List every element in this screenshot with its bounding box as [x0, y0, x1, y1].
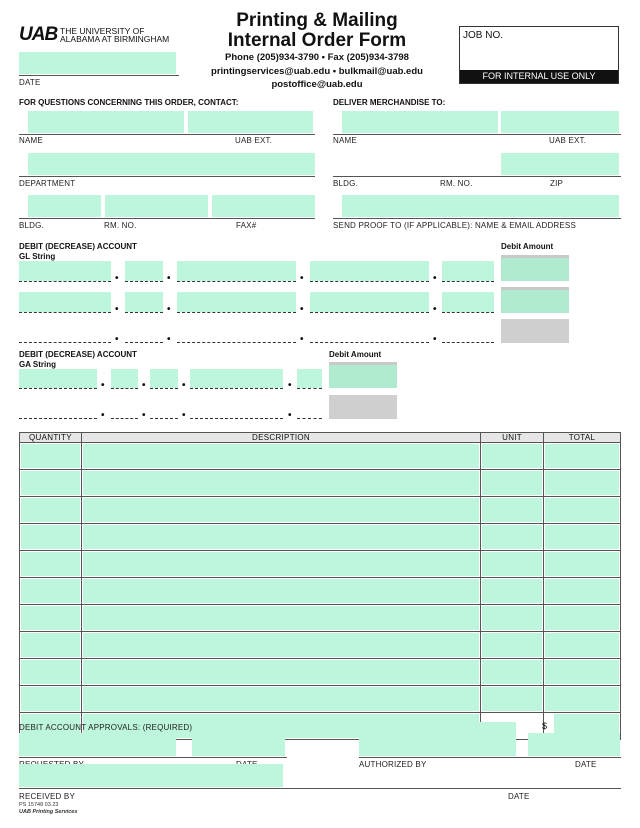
- gl-string-label: GL String: [19, 252, 56, 261]
- deliver-bldg-label: BLDG.: [333, 179, 359, 188]
- table-row: [20, 524, 621, 551]
- gl-row-1-seg-5[interactable]: [442, 261, 494, 281]
- quantity-cell[interactable]: [20, 470, 82, 497]
- job-number-box[interactable]: [459, 26, 619, 84]
- gl-row-2-seg-2[interactable]: [125, 292, 163, 312]
- total-cell[interactable]: [543, 632, 620, 659]
- gl-row-2-amount[interactable]: [501, 287, 569, 313]
- deliver-ext-field[interactable]: [501, 111, 619, 133]
- unit-cell[interactable]: [481, 659, 544, 686]
- total-cell[interactable]: [543, 659, 620, 686]
- authorized-date-field[interactable]: [528, 733, 620, 756]
- total-cell[interactable]: [543, 605, 620, 632]
- items-table: [19, 432, 621, 740]
- gl-row-1-seg-4[interactable]: [310, 261, 429, 281]
- deliver-header: DELIVER MERCHANDISE TO:: [333, 98, 446, 107]
- description-cell[interactable]: [81, 551, 480, 578]
- description-cell[interactable]: [81, 443, 480, 470]
- date-label: DATE: [19, 78, 41, 87]
- description-cell[interactable]: [81, 497, 480, 524]
- deliver-rm-label: RM. NO.: [440, 179, 473, 188]
- description-cell[interactable]: [81, 632, 480, 659]
- table-row: [20, 659, 621, 686]
- gl-row-2-seg-5[interactable]: [442, 292, 494, 312]
- contact-rm-label: RM. NO.: [104, 221, 137, 230]
- unit-cell[interactable]: [481, 551, 544, 578]
- ga-row-1-seg-1[interactable]: [19, 369, 97, 388]
- total-cell[interactable]: [543, 686, 620, 713]
- table-row: [20, 686, 621, 713]
- authorized-by-label: AUTHORIZED BY: [359, 760, 427, 769]
- unit-cell[interactable]: [481, 497, 544, 524]
- quantity-cell[interactable]: [20, 524, 82, 551]
- ga-debit-amount-label: Debit Amount: [329, 350, 382, 359]
- contact-ext-field[interactable]: [188, 111, 313, 133]
- quantity-cell[interactable]: [20, 443, 82, 470]
- unit-cell[interactable]: [481, 443, 544, 470]
- contact-rm-field[interactable]: [105, 195, 208, 217]
- authorized-by-field[interactable]: [359, 722, 516, 756]
- requested-date-field[interactable]: [192, 733, 285, 756]
- description-cell[interactable]: [81, 578, 480, 605]
- deliver-zip-label: ZIP: [550, 179, 564, 188]
- gl-row-1-seg-3[interactable]: [177, 261, 296, 281]
- total-cell[interactable]: [543, 551, 620, 578]
- logo-line2: ALABAMA AT BIRMINGHAM: [60, 34, 170, 44]
- unit-cell[interactable]: [481, 578, 544, 605]
- gl-debit-amount-label: Debit Amount: [501, 242, 554, 251]
- description-cell[interactable]: [81, 605, 480, 632]
- uab-logo: [19, 26, 179, 46]
- quantity-cell[interactable]: [20, 551, 82, 578]
- unit-cell[interactable]: [481, 632, 544, 659]
- ga-row-1-seg-3[interactable]: [150, 369, 178, 388]
- quantity-cell[interactable]: [20, 605, 82, 632]
- gl-row-2-seg-3[interactable]: [177, 292, 296, 312]
- table-row: [20, 470, 621, 497]
- quantity-cell[interactable]: [20, 686, 82, 713]
- received-by-field[interactable]: [19, 764, 283, 787]
- received-by-label: RECEIVED BY: [19, 792, 75, 801]
- contact-ext-label: UAB EXT.: [235, 136, 273, 145]
- contact-header: FOR QUESTIONS CONCERNING THIS ORDER, CONTACT:: [19, 98, 239, 107]
- phone-fax: Phone (205)934-3790 • Fax (205)934-3798: [225, 52, 409, 63]
- footer-org: UAB Printing Services: [19, 809, 78, 815]
- department-label: DEPARTMENT: [19, 179, 76, 188]
- description-cell[interactable]: [81, 524, 480, 551]
- quantity-cell[interactable]: [20, 578, 82, 605]
- table-row: [20, 632, 621, 659]
- gl-row-1-amount[interactable]: [501, 255, 569, 281]
- send-proof-label: SEND PROOF TO (IF APPLICABLE): NAME & EMAIL ADDRESS: [333, 221, 577, 230]
- email-postoffice: postoffice@uab.edu: [271, 79, 363, 90]
- description-cell[interactable]: [81, 686, 480, 713]
- contact-name-field[interactable]: [28, 111, 184, 133]
- col-unit: UNIT: [481, 433, 544, 443]
- job-number-label: JOB NO.: [463, 30, 504, 41]
- form-title-line1: Printing & Mailing: [236, 10, 398, 31]
- deliver-ext-label: UAB EXT.: [549, 136, 587, 145]
- quantity-cell[interactable]: [20, 497, 82, 524]
- gl-row-3-amount[interactable]: [501, 319, 569, 343]
- ga-row-1-seg-2[interactable]: [111, 369, 138, 388]
- total-cell[interactable]: [543, 578, 620, 605]
- gl-row-2-seg-4[interactable]: [310, 292, 429, 312]
- form-code: PS 15748 03.23: [19, 802, 59, 808]
- table-row: [20, 551, 621, 578]
- gl-row-1-seg-2[interactable]: [125, 261, 163, 281]
- table-row: [20, 605, 621, 632]
- gl-debit-header: DEBIT (DECREASE) ACCOUNT: [19, 242, 137, 251]
- contact-fax-label: FAX#: [236, 221, 257, 230]
- quantity-cell[interactable]: [20, 659, 82, 686]
- received-date-label: DATE: [508, 792, 530, 801]
- col-total: TOTAL: [543, 433, 620, 443]
- quantity-cell[interactable]: [20, 632, 82, 659]
- total-cell[interactable]: [543, 470, 620, 497]
- gl-row-1-seg-1[interactable]: [19, 261, 111, 281]
- contact-fax-field[interactable]: [212, 195, 315, 217]
- unit-cell[interactable]: [481, 605, 544, 632]
- items-table-header: [20, 433, 621, 443]
- contact-bldg-label: BLDG.: [19, 221, 45, 230]
- contact-name-label: NAME: [19, 136, 43, 145]
- currency-sign: $: [541, 721, 547, 731]
- description-cell[interactable]: [81, 659, 480, 686]
- total-cell[interactable]: [543, 443, 620, 470]
- unit-cell[interactable]: [481, 470, 544, 497]
- send-proof-field[interactable]: [342, 195, 619, 217]
- deliver-name-field[interactable]: [342, 111, 498, 133]
- total-cell[interactable]: [543, 524, 620, 551]
- approvals-label: DEBIT ACCOUNT APPROVALS: (REQUIRED): [19, 723, 193, 732]
- ga-row-1-seg-4[interactable]: [190, 369, 283, 388]
- department-field[interactable]: [28, 153, 315, 175]
- authorized-date-label: DATE: [575, 760, 597, 769]
- total-cell[interactable]: [543, 497, 620, 524]
- deliver-name-label: NAME: [333, 136, 357, 145]
- email-addresses: printingservices@uab.edu • bulkmail@uab.edu: [211, 66, 423, 77]
- ga-row-1-seg-5[interactable]: [297, 369, 322, 388]
- ga-row-1-amount[interactable]: [329, 362, 397, 388]
- internal-use-banner: FOR INTERNAL USE ONLY: [460, 70, 618, 83]
- gl-row-2-seg-1[interactable]: [19, 292, 111, 312]
- requested-by-field[interactable]: [19, 733, 176, 756]
- unit-cell[interactable]: [481, 686, 544, 713]
- contact-bldg-field[interactable]: [28, 195, 101, 217]
- deliver-zip-field[interactable]: [501, 153, 619, 175]
- logo-line1: THE UNIVERSITY OF: [60, 26, 145, 36]
- col-description: DESCRIPTION: [81, 433, 480, 443]
- unit-cell[interactable]: [481, 524, 544, 551]
- ga-string-label: GA String: [19, 360, 57, 369]
- form-title-line2: Internal Order Form: [227, 30, 407, 51]
- description-cell[interactable]: [81, 470, 480, 497]
- ga-debit-header: DEBIT (DECREASE) ACCOUNT: [19, 350, 137, 359]
- date-field[interactable]: [19, 52, 176, 74]
- ga-row-2-amount[interactable]: [329, 395, 397, 419]
- col-quantity: QUANTITY: [20, 433, 82, 443]
- table-row: [20, 497, 621, 524]
- table-row: [20, 443, 621, 470]
- table-row: [20, 578, 621, 605]
- logo-mark: UAB: [19, 24, 58, 45]
